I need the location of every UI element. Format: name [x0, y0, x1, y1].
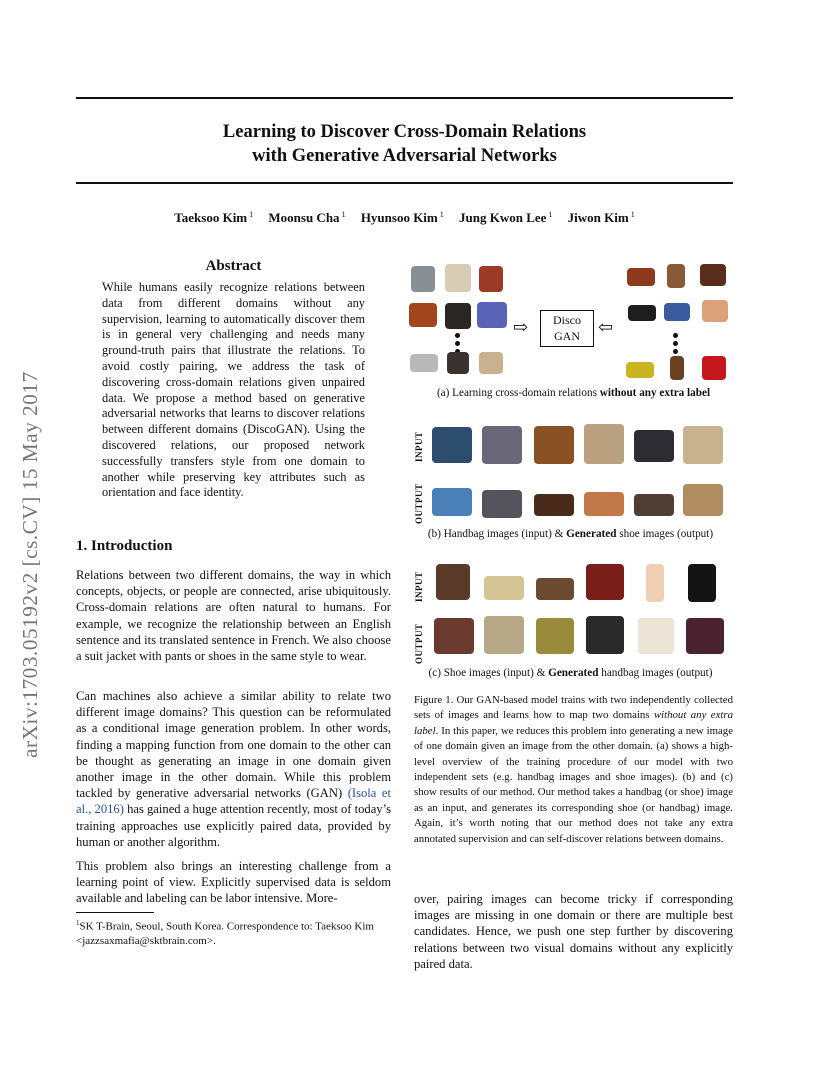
shoe-thumbnail — [626, 362, 654, 378]
footnote: $^1$SK T-Brain, Seoul, South Korea. Correspondence to: Taeksoo Kim <jazzsaxmafia@sktbrain.com>. — [76, 919, 374, 947]
bag-thumbnail — [410, 354, 438, 372]
generated-handbag-image — [536, 618, 574, 654]
intro-paragraph-1: Relations between two different domains, the way in which concepts, objects, or people are connected, arise ubiquitously. Cross-domain relations are often natural to humans. For example, we recognize the relationship between an English sentence and its translated sentence in French. We also choose a suit jacket with pants or shoes in the same style to wear. — [76, 568, 391, 664]
title-line-2: with Generative Adversarial Networks — [252, 146, 557, 166]
shoe-input-image — [536, 578, 574, 600]
figure-caption: Figure 1. Our GAN-based model trains with two independently collected sets of images and learns how to map two domains without any extra label. In this paper, we reduces this problem into generating a new image of one domain given an image from the other domain. (a) shows a high-level overview of the training procedure of our model with two independent sets (e.g. handbag images and shoe images). (b) and (c) show results of our method. Our method takes a handbag (or shoe) image as an input, and generates its corresponding shoe (or handbag) image. Again, it’s worth noting that our method does not take any extra annotated supervision and can self-discover relations between domains. — [414, 694, 733, 845]
row-label-input: INPUT — [414, 571, 424, 602]
bag-thumbnail — [411, 266, 435, 292]
shoe-input-image — [436, 564, 470, 600]
author: Hyunsoo Kim $^1$ — [360, 210, 444, 226]
bag-thumbnail — [445, 264, 471, 292]
caption-c: (c) Shoe images (input) & Generated handbag images (output) — [428, 667, 713, 679]
generated-shoe-image — [534, 494, 574, 516]
handbag-input-image — [683, 426, 723, 464]
caption-b: (b) Handbag images (input) & Generated shoe images (output) — [427, 528, 714, 540]
row-label-input: INPUT — [414, 431, 424, 462]
shoe-thumbnail — [702, 300, 728, 322]
bag-thumbnail — [445, 303, 471, 329]
arrow-left-icon: ⇦ — [598, 317, 614, 337]
generated-shoe-image — [482, 490, 522, 518]
caption-a: (a) Learning cross-domain relations without any extra label — [436, 387, 711, 399]
title-bottom-rule — [76, 182, 733, 184]
bag-thumbnail — [479, 266, 503, 292]
generated-handbag-image — [686, 618, 724, 654]
arrow-right-icon: ⇨ — [513, 317, 529, 337]
citation-link[interactable]: (Isola et al., 2016) — [76, 786, 391, 817]
shoe-thumbnail — [664, 303, 690, 321]
intro-heading: 1. Introduction — [76, 538, 173, 554]
intro-paragraph-3: This problem also brings an interesting challenge from a learning point of view. Explicitly supervised data is seldom available and labeling can be labor intensive. More- — [76, 859, 391, 906]
shoe-input-image — [646, 564, 664, 602]
discogan-box: Disco GAN — [540, 310, 594, 347]
intro-paragraph-3-continued: over, pairing images can become tricky if corresponding images are missing in one domain or there are multiple best candidates. Hence, we push one step further by discovering relations between two visual domains without any explicitly paired data. — [414, 892, 733, 971]
generated-shoe-image — [584, 492, 624, 516]
author: Taeksoo Kim $^1$ — [174, 210, 254, 226]
row-label-output: OUTPUT — [414, 623, 424, 664]
title-line-1: Learning to Discover Cross-Domain Relations — [222, 122, 587, 142]
generated-handbag-image — [484, 616, 524, 654]
shoe-input-image — [586, 564, 624, 600]
handbag-input-image — [482, 426, 522, 464]
shoe-thumbnail — [700, 264, 726, 286]
bag-thumbnail — [447, 352, 469, 374]
generated-shoe-image — [432, 488, 472, 516]
shoe-input-image — [688, 564, 716, 602]
handbag-input-image — [634, 430, 674, 462]
ellipsis-dots — [673, 330, 679, 357]
row-label-output: OUTPUT — [414, 483, 424, 524]
shoe-thumbnail — [670, 356, 684, 380]
bag-thumbnail — [479, 352, 503, 374]
bag-thumbnail — [409, 303, 437, 327]
bag-thumbnail — [477, 302, 507, 328]
generated-handbag-image — [586, 616, 624, 654]
generated-handbag-image — [638, 618, 674, 654]
shoe-thumbnail — [702, 356, 726, 380]
generated-handbag-image — [434, 618, 474, 654]
abstract-text: While humans easily recognize relations between data from different domains without any supervision, learning to automatically discover them is in general very challenging and needs many ground-truth pairs that illustrate the relations. To avoid costly pairing, we address the task of discovering cross-domain relations given unpaired data. We propose a method based on generative adversarial networks that learns to discover relations between different domains (DiscoGAN). Using the discovered relations, our proposed network successfully transfers style from one domain to another while preserving key attributes such as orientation and face identity. — [102, 280, 365, 500]
shoe-input-image — [484, 576, 524, 600]
top-rule — [76, 97, 733, 99]
footnote-rule — [76, 912, 154, 913]
handbag-input-image — [534, 426, 574, 464]
generated-shoe-image — [683, 484, 723, 516]
author: Jiwon Kim $^1$ — [567, 210, 635, 226]
author: Jung Kwon Lee $^1$ — [459, 210, 553, 226]
shoe-thumbnail — [628, 305, 656, 321]
generated-shoe-image — [634, 494, 674, 516]
paper-title — [76, 120, 733, 168]
author: Moonsu Cha $^1$ — [268, 210, 346, 226]
shoe-thumbnail — [627, 268, 655, 286]
shoe-thumbnail — [667, 264, 685, 288]
handbag-input-image — [432, 427, 472, 463]
arxiv-stamp: arXiv:1703.05192v2 [cs.CV] 15 May 2017 — [18, 371, 42, 758]
abstract-heading: Abstract — [205, 258, 262, 274]
handbag-input-image — [584, 424, 624, 464]
intro-paragraph-2: Can machines also achieve a similar ability to relate two different image domains? This question can be reformulated as a conditional image generation problem. In other words, finding a mapping function from one domain to the other can be thought as generating an image in one domain given another image in the other domain. While this problem tackled by generative adversarial networks (GAN) (Isola et al., 2016) has gained a huge attention recently, most of today’s training approaches use explicitly paired data, provided by human or another algorithm. — [76, 689, 391, 849]
author-list — [76, 210, 733, 226]
